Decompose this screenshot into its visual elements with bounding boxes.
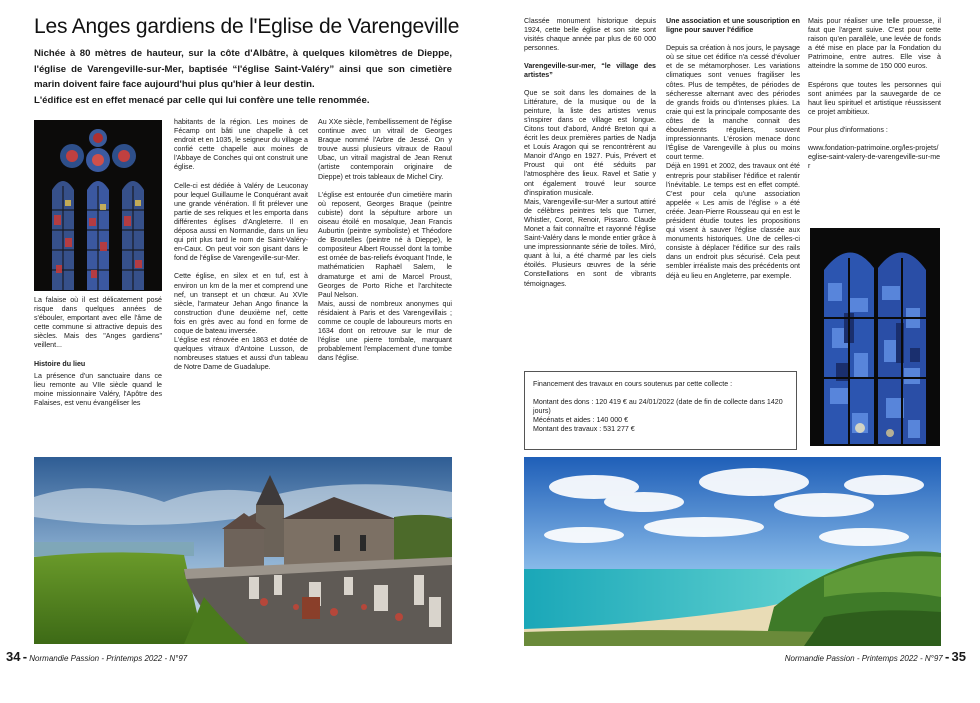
paragraph: L'église est entourée d'un cimetière marin où reposent, Georges Braque (peintre cubiste) dont la sépulture arbore un oiseau étoilé en mosaïque, Jean Francis Auburtin (peintre symboliste) et Théodore de Broutelles (peintre né à Dieppe), le compositeur Albert Roussel dont la tombe est ornée de bas-reliefs évoquant l'Inde, le mathématicien Raphaël Salem, le dramaturge et ami de Marcel Proust, Georges de Porto Riche et l'architecte Paul Nelson. <box>318 190 452 299</box>
footer-magazine: Normandie Passion - Printemps 2022 - N°97 <box>29 654 188 663</box>
paragraph: Mais, Varengeville-sur-Mer a surtout attiré de célèbres peintres tels que Turner, Whistler, Corot, Renoir, Pissaro. Claude Monet a fait connaître et rayonné l'église Saint-Valéry dans le monde entier grâce à une impressionnante série de toiles. Miró, quant à lui, a été charmé par les ciels étoilés. Plusieurs œuvres de la série Constellations en sont de vibrants témoignages. <box>524 197 656 288</box>
footer-magazine: Normandie Passion - Printemps 2022 - N°97 <box>784 654 943 663</box>
paragraph: L'église est rénovée en 1863 et dotée de quelques vitraux d'Antoine Lusson, de nombreuses statues et aussi d'un tableau de Notre Dame de Guadalupe. <box>174 336 308 372</box>
lead-paragraph-2: L'édifice est en effet menacé par celle qui lui confère une telle renommée. <box>34 94 370 106</box>
paragraph: Au XXe siècle, l'embellissement de l'église continue avec un vitrail de Georges Braque nommé l'Arbre de Jessé. On y trouve aussi plusieurs vitraux de Raoul Ubac, un vitrail magistral de Jean Renut (artiste contemporain originaire de Dieppe) et trois tableaux de Michel Ciry. <box>318 118 452 181</box>
association-heading: Une association et une souscription en ligne pour sauver l'édifice <box>666 17 800 35</box>
article-title: Les Anges gardiens de l'Eglise de Varengeville <box>34 15 460 38</box>
left-column-1 <box>34 296 162 417</box>
funding-intro: Financement des travaux en cours soutenus par cette collecte : <box>533 380 733 388</box>
paragraph: Déjà en 1991 et 2002, des travaux ont été entrepris pour stabiliser l'édifice et ralentir l'inévitable. Le temps est en effet compté. C'est pour cela qu'une association appelée « Les amis de l'église » a été créée. Jean-Pierre Rousseau qui en est le président étudie toutes les propositions qui visent à sauver l'église classée aux monuments historiques. Une de celles-ci consiste à déplacer l'édifice sur des rails dans un endroit plus sécurisé. Cela peut sembler irréaliste mais des précédents ont déjà eu lieu en Angleterre, par exemple. <box>666 162 800 280</box>
right-footer <box>785 651 966 665</box>
paragraph: Que se soit dans les domaines de la Littérature, de la musique ou de la peinture, la liste des artistes venus s'inspirer dans ce village est longue. Citons tout d'abord, André Breton qui a écrit les deux premières parties de Nadja et Louis Aragon qui se rencontrèrent au Manoir d'Ango en 1927. Puis, Prévert et Proust qui ont été séduits par l'atmosphère des lieux. Ravel et Satie y ont également trouvé leur source d'inspiration musicale. <box>524 88 656 197</box>
paragraph: Classée monument historique depuis 1924, cette belle église et son site sont visités chaque année par plus de 60 000 personnes. <box>524 17 656 53</box>
village-heading: Varengeville-sur-mer, “le village des artistes” <box>524 62 656 80</box>
paragraph: Cette église, en silex et en tuf, est à environ un km de la mer et comprend une nef, un transept et un chœur. Au XVIe siècle, l'armateur Jehan Ango finance la construction d'une deuxième nef, cette fois en grès avec au fond en forme de coque de bateau inversée. <box>174 272 308 335</box>
photo-caption: La falaise où il est délicatement posé risque dans quelques années de s'ébouler, emportant avec elle l'âme de cette commune si attractive depuis des siècles. Mais des "Anges gardiens" veillent... <box>34 296 162 350</box>
paragraph: Espérons que toutes les personnes qui sont animées par la sauvegarde de ce haut lieu spirituel et artistique réussissent ce projet ambitieux. <box>808 80 941 116</box>
funding-works-amount: Montant des travaux : 531 277 € <box>533 425 635 434</box>
footer-dash: - <box>944 649 950 664</box>
left-column-3 <box>318 118 452 372</box>
right-column-1 <box>524 17 656 298</box>
coastline-photo <box>524 457 941 646</box>
page-number: 34 <box>6 649 21 664</box>
footer-dash: - <box>22 649 28 664</box>
right-column-2 <box>666 17 800 290</box>
article-lead <box>34 46 452 108</box>
history-heading: Histoire du lieu <box>34 359 86 368</box>
paragraph: Depuis sa création à nos jours, le paysage où se situe cet édifice n'a cessé d'évoluer et de se métamorphoser. Les variations climatiques sont venues fragiliser les côtes. Plus de tempêtes, de périodes de sécheresse alternant avec des périodes de grands froids ou d'intenses pluies. La craie qui est la principale composante des côtes de la manche connait des éboulements réguliers, souvent impressionnants. L'érosion menace donc l'Église de Varengeville à plus ou moins court terme. <box>666 44 800 162</box>
paragraph: Pour plus d'informations : <box>808 125 888 134</box>
stained-glass-photo-right <box>810 228 940 446</box>
church-cemetery-photo <box>34 457 452 644</box>
paragraph: Celle-ci est dédiée à Valéry de Leuconay pour lequel Guillaume le Conquérant avait une grande vénération. Il fit prélever une partie de ses reliques et les emporta dans différentes églises d'Angleterre. Il en déposa aussi en Normandie, dans un lieu qui prit plus tard le nom de Saint-Valéry-en-Caux. On peut voir son gisant dans le fond de l'église de Varengeville-sur-Mer. <box>174 181 308 263</box>
funding-sponsorship: Mécénats et aides : 140 000 € <box>533 416 629 425</box>
left-column-2 <box>174 118 308 381</box>
right-page <box>490 0 980 703</box>
stained-glass-photo-left <box>34 120 162 291</box>
paragraph: habitants de la région. Les moines de Fécamp ont bâti une chapelle à cet endroit et en 1035, le seigneur du village a confié cette chapelle aux moines de l'Abbaye de Conches qui ont construit une église. <box>174 118 308 172</box>
funding-donations: Montant des dons : 120 419 € au 24/01/2022 (date de fin de collecte dans 1420 jours) <box>533 398 783 416</box>
paragraph: Mais, aussi de nombreux anonymes qui résidaient à Paris et des Varengevillais ; comme ce couple de laboureurs morts en 1634 dont on retrouve sur le mur de l'église une pierre tombale, marquant probablement l'emplacement d'une tombe dans l'église. <box>318 299 452 363</box>
page-number: 35 <box>951 649 966 664</box>
right-column-3 <box>808 17 941 180</box>
left-footer <box>6 651 187 665</box>
history-paragraph: La présence d'un sanctuaire dans ce lieu remonte au VIIe siècle quand le moine missionnaire Valéry, l'Apôtre des Falaises, est venu évangéliser les <box>34 371 162 407</box>
lead-paragraph: Nichée à 80 mètres de hauteur, sur la côte d'Albâtre, à quelques kilomètres de Dieppe, l'église de Varengeville-sur-Mer, baptisée “l'église Saint-Valéry” ainsi que son cimetière marin doivent faire face aujourd'hui plus qu'hier à leur destin. <box>34 48 452 90</box>
info-url[interactable]: www.fondation-patrimoine.org/les-projets/eglise-saint-valery-de-varengeville-sur-mer <box>808 144 941 171</box>
funding-box <box>524 371 797 450</box>
paragraph: Mais pour réaliser une telle prouesse, il faut que l'argent suive. C'est pour cette raison qu'en parallèle, une levée de fonds a été mise en place par la Fondation du Patrimoine, entre autres. Elle vise à atteindre la somme de 150 000 euros. <box>808 17 941 71</box>
